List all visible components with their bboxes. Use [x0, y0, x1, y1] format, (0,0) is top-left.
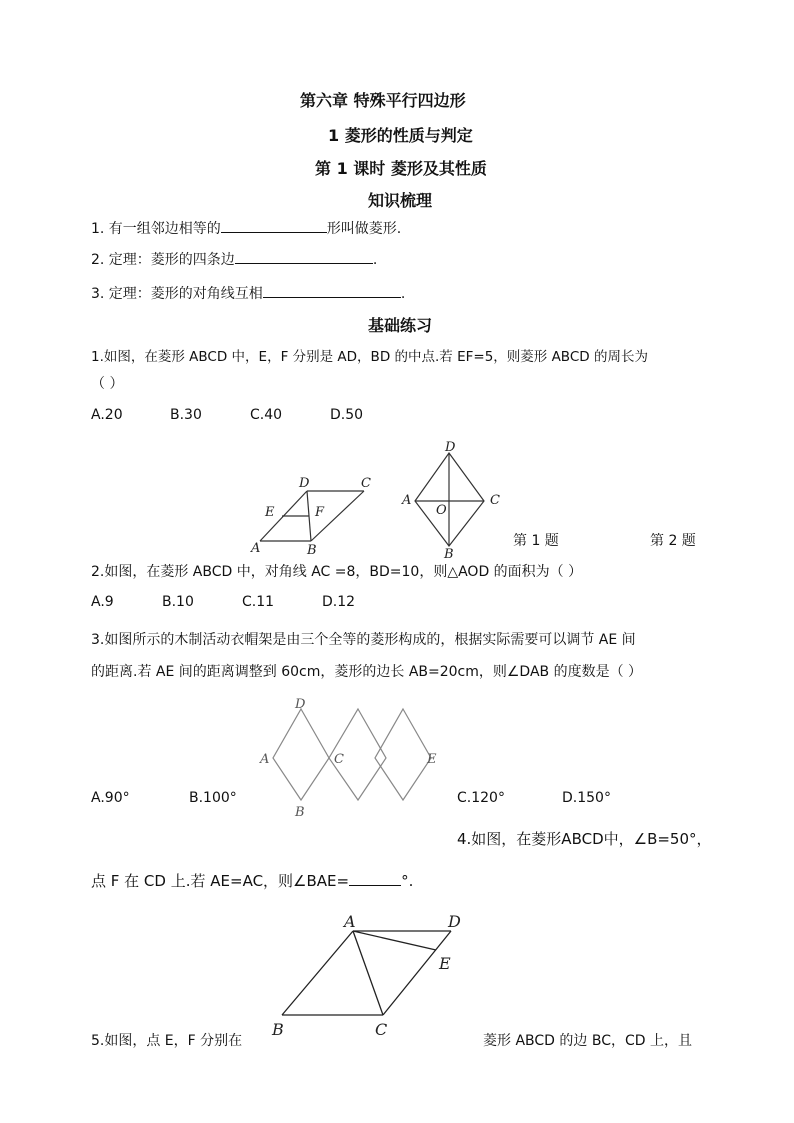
figure-2-caption: 第 2 题 [650, 533, 696, 549]
question-3-option-d: D.150° [562, 790, 611, 806]
label-d: D [299, 476, 310, 491]
label-a: A [251, 541, 261, 556]
question-3-line-1: 3.如图所示的木制活动衣帽架是由三个全等的菱形构成的，根据实际需要可以调节 AE 间 [91, 632, 636, 648]
figure-1-caption: 第 1 题 [513, 533, 559, 549]
figure-3-coat-rack [255, 692, 455, 822]
knowledge-item-1: 1. 有一组邻边相等的 形叫做菱形. [91, 218, 401, 238]
question-1-text: 1.如图，在菱形 ABCD 中，E，F 分别是 AD，BD 的中点.若 EF=5，则菱形 ABCD 的周长为 [91, 349, 648, 365]
label-e: E [265, 505, 275, 520]
answer-blank[interactable] [221, 218, 327, 233]
label-d: D [448, 912, 461, 931]
segment-ae [353, 931, 436, 950]
question-3-option-b: B.100° [189, 790, 237, 806]
label-c: C [361, 476, 371, 491]
question-1-option-b: B.30 [170, 407, 202, 423]
answer-blank[interactable] [235, 249, 373, 264]
question-1-option-d: D.50 [330, 407, 364, 423]
question-3-option-c: C.120° [457, 790, 505, 806]
question-1-option-c: C.40 [250, 407, 283, 423]
label-e: E [439, 954, 451, 973]
label-b: B [444, 547, 454, 562]
section-title: 1 菱形的性质与判定 [328, 126, 473, 145]
label-b: B [272, 1020, 284, 1039]
chapter-title: 第六章 特殊平行四边形 [300, 91, 466, 110]
figure-1-rhombus [245, 470, 385, 560]
label-a: A [402, 493, 412, 508]
segment-ac [353, 931, 383, 1015]
label-c: C [490, 493, 500, 508]
figure-2-rhombus [400, 438, 510, 560]
question-2-option-c: C.11 [242, 594, 275, 610]
label-d: D [295, 697, 306, 712]
practice-heading: 基础练习 [368, 316, 433, 335]
question-2-option-b: B.10 [162, 594, 194, 610]
knowledge-item-3: 3. 定理：菱形的对角线互相 . [91, 283, 405, 303]
question-4-line-2: 点 F 在 CD 上.若 AE=AC，则∠BAE= °. [91, 872, 414, 890]
answer-blank[interactable] [263, 283, 401, 298]
question-2-option-d: D.12 [322, 594, 356, 610]
question-4-line-1: 4.如图，在菱形ABCD中，∠B=50°， [457, 830, 712, 848]
label-a: A [344, 912, 356, 931]
rhombus-1 [273, 709, 329, 800]
question-5-right: 菱形 ABCD 的边 BC，CD 上，且 [483, 1033, 692, 1049]
figure-4-rhombus [270, 905, 480, 1045]
label-c: C [375, 1020, 388, 1039]
label-a: A [260, 752, 270, 767]
question-3-line-2: 的距离.若 AE 间的距离调整到 60cm，菱形的边长 AB=20cm，则∠DAB 的度数是（ ） [91, 664, 643, 680]
knowledge-heading: 知识梳理 [368, 191, 433, 210]
label-o: O [436, 503, 447, 518]
label-c: C [334, 752, 344, 767]
label-b: B [295, 805, 305, 820]
label-b: B [307, 543, 317, 558]
knowledge-item-2: 2. 定理：菱形的四条边 . [91, 249, 377, 269]
question-5-left: 5.如图，点 E，F 分别在 [91, 1033, 243, 1049]
label-e: E [427, 752, 437, 767]
answer-blank[interactable] [349, 871, 401, 886]
side-dc [383, 931, 451, 1015]
question-1-option-a: A.20 [91, 407, 123, 423]
question-2-text: 2.如图，在菱形 ABCD 中，对角线 AC =8，BD=10，则△AOD 的面积为（ ） [91, 564, 583, 580]
question-1-bracket: （ ） [91, 376, 124, 392]
question-2-option-a: A.9 [91, 594, 114, 610]
side-ab [282, 931, 353, 1015]
question-3-option-a: A.90° [91, 790, 130, 806]
label-f: F [315, 505, 325, 520]
label-d: D [445, 440, 456, 455]
lesson-title: 第 1 课时 菱形及其性质 [315, 159, 487, 178]
